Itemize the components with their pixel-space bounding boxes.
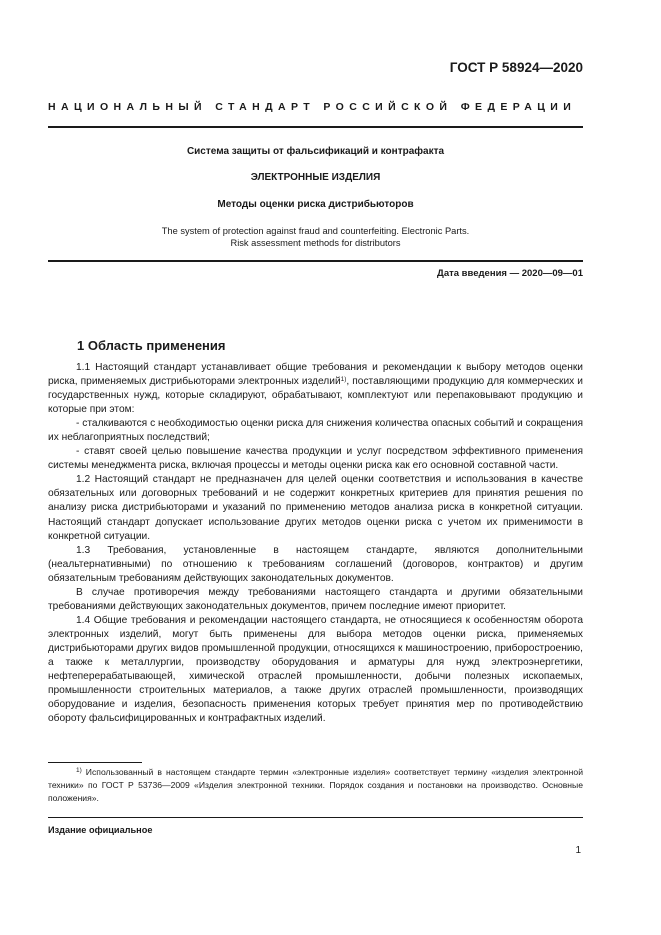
title-line-1: Система защиты от фальсификаций и контрафакта (186, 146, 445, 157)
title-line-2: ЭЛЕКТРОННЫЕ ИЗДЕЛИЯ (250, 172, 381, 183)
edition-label: Издание официальное (48, 825, 153, 835)
paragraph-1-1-text-end: , поставляющими продукцию для коммерческих и государственных нужд, которые складируют, обрабатывают, комплектуют или перепаковывают продукцию и которые при этом: (48, 376, 583, 416)
paragraph-1-1 (48, 361, 583, 417)
footnote-divider (48, 762, 142, 763)
list-item-1: - сталкиваются с необходимостью оценки риска для снижения количества опасных событий и сокращения их неблагоприятных последствий; (48, 418, 583, 444)
english-title-line-2: Risk assessment methods for distributors (230, 237, 401, 248)
list-item-2: - ставят своей целью повышение качества продукции и услуг посредством эффективного применения системы менеджмента риска, включая процессы и методы оценки риска как его основной составной части. (48, 446, 583, 472)
section-body (48, 361, 583, 726)
footnote-text: Использованный в настоящем стандарте термин «электронные изделия» соответствует термину «изделия электронной техники» по ГОСТ Р 53736—2009 «Изделия электронной техники. Порядок создания и постановки на производство. Основные положения». (48, 767, 583, 803)
paragraph-1-4: 1.4 Общие требования и рекомендации настоящего стандарта, не относящиеся к особенностям оборота электронных изделий, могут быть применены для выбора методов оценки риска, применяемых дистрибьюторами других видов промышленной продукции, относящихся к машиностроению, приборостроению, а также к металлургии, производству оборудования и арматуры для нужд электроэнергетики, нефтеперерабатывающей, химической отраслей промышленности, добычи полезных ископаемых, промышленности строительных материалов, а также других отраслей промышленности, производящих оборудование и изделия, безопасность применения которых требует принятия мер по противодействию обороту фальсифицированных и контрафактных изделий. (48, 614, 583, 725)
english-title-line-1: The system of protection against fraud and counterfeiting. Electronic Parts. (161, 226, 470, 236)
top-divider (48, 126, 583, 128)
middle-divider (48, 260, 583, 262)
footnote-marker: 1) (76, 767, 82, 774)
paragraph-1-1-text-start: 1.1 Настоящий стандарт устанавливает общие требования и рекомендации к выбору методов оценки риска, применяемых дистрибьюторами электронных изделий (48, 362, 583, 388)
national-standard-heading: НАЦИОНАЛЬНЫЙ СТАНДАРТ РОССИЙСКОЙ ФЕДЕРАЦИИ (48, 101, 577, 113)
footnote-paragraph (48, 766, 583, 805)
english-title (48, 226, 583, 249)
introduction-date: Дата введения — 2020—09—01 (437, 268, 583, 279)
bottom-divider (48, 817, 583, 818)
title-line-3: Методы оценки риска дистрибьюторов (217, 199, 414, 210)
footnote-reference: 1) (340, 376, 347, 384)
page-number: 1 (575, 845, 581, 856)
paragraph-1-2: 1.2 Настоящий стандарт не предназначен для целей оценки соответствия и использования в качестве обязательных или договорных требований и не содержит конкретных критериев для принятия решения по анализу риска дистрибьюторами и указаний по применению методов анализа риска в конкретной ситуации. Настоящий стандарт допускает использование других методов оценки риска с учетом их применимости в конкретной ситуации. (48, 474, 583, 542)
footnote (48, 766, 583, 805)
gost-number: ГОСТ Р 58924—2020 (449, 60, 583, 75)
paragraph-1-3-continued: В случае противоречия между требованиями настоящего стандарта и другими обязательными требованиями действующих законодательных документов, причем последние имеют приоритет. (48, 586, 583, 612)
paragraph-1-3: 1.3 Требования, установленные в настоящем стандарте, являются дополнительными (неальтернативными) по отношению к требованиям соглашений (договоров, контрактов) и другим обязательным требованиям действующих законодательных документов. (48, 544, 583, 584)
section-title: 1 Область применения (77, 338, 226, 353)
